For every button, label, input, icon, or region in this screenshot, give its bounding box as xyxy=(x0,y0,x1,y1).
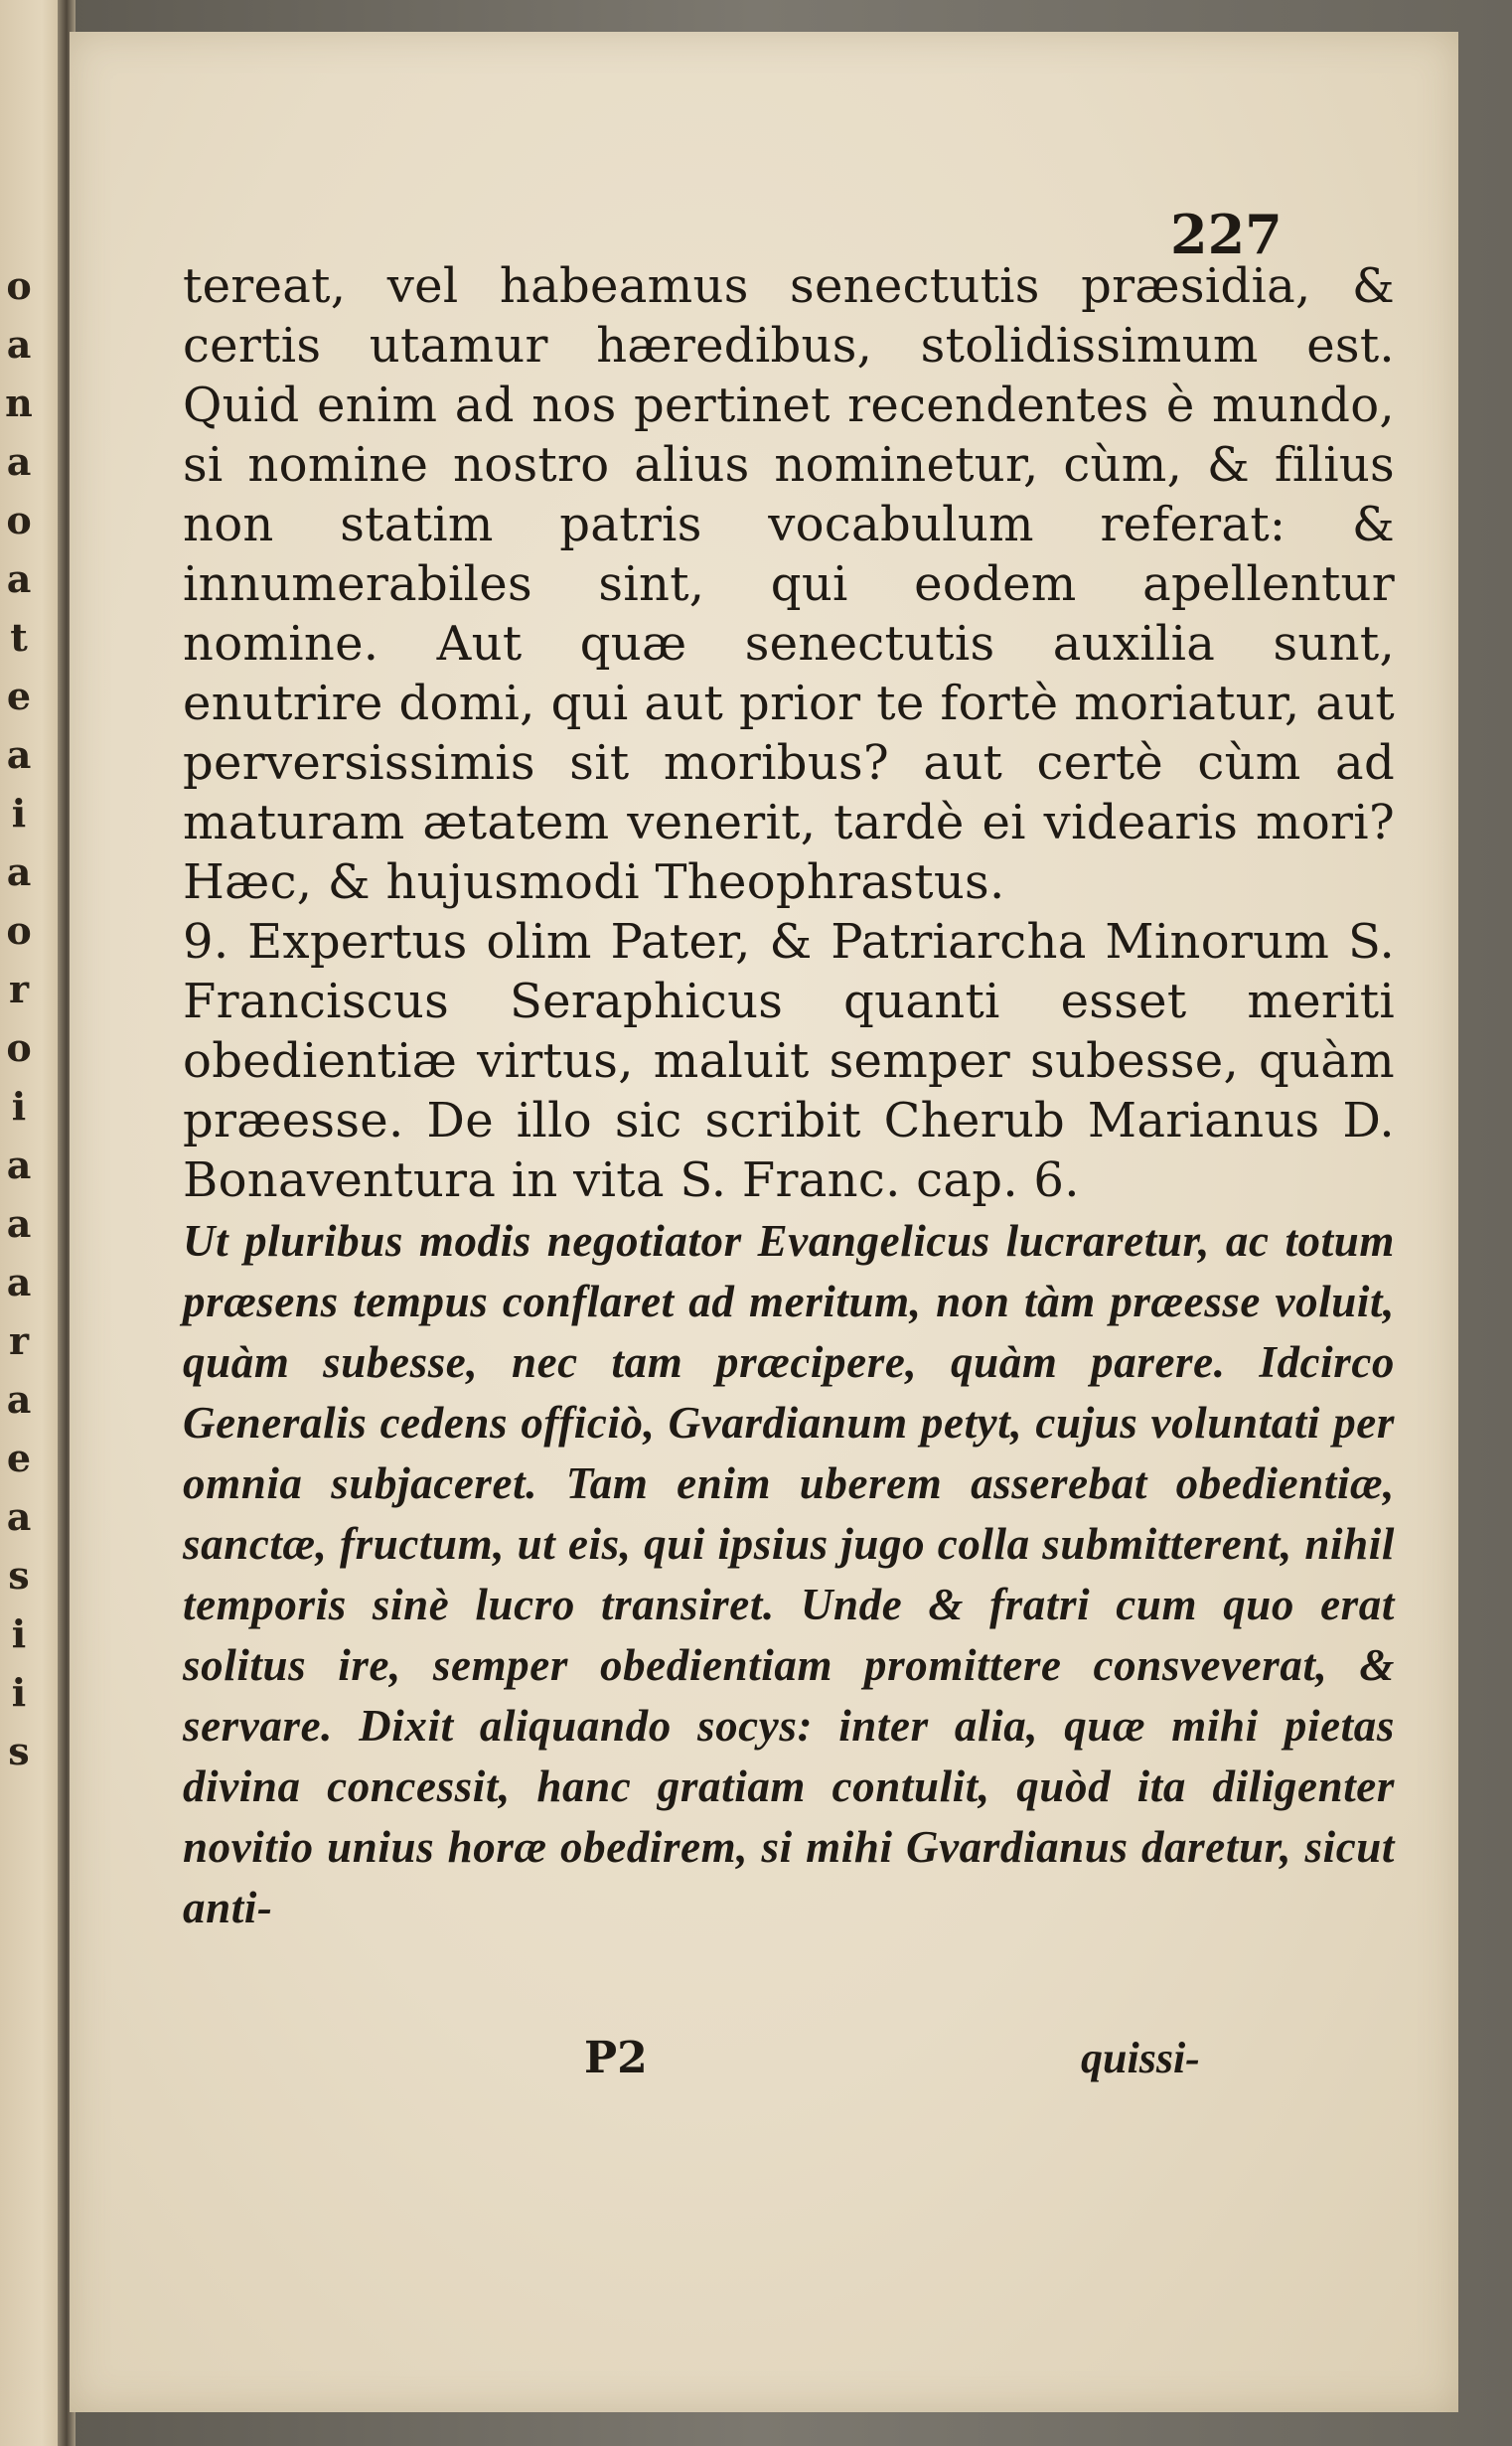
facing-page-letter: o xyxy=(6,908,32,953)
facing-page-letter: i xyxy=(11,1084,27,1129)
facing-page-letter: a xyxy=(6,732,32,777)
facing-page-letter: a xyxy=(6,1494,32,1539)
facing-page-letter: a xyxy=(6,439,32,484)
facing-page-letter: n xyxy=(5,381,33,425)
page-footer xyxy=(70,2033,1458,2102)
facing-page-letter: s xyxy=(8,1729,30,1773)
facing-page-letter: a xyxy=(6,1377,32,1422)
facing-page-letter-column xyxy=(4,256,34,1780)
facing-page-letter: e xyxy=(6,674,32,718)
facing-page-letter: o xyxy=(6,1025,32,1070)
facing-page-letter: i xyxy=(11,1670,27,1715)
facing-page-letter: a xyxy=(6,849,32,894)
page-body-text xyxy=(183,256,1395,1937)
facing-page-letter: o xyxy=(6,263,32,308)
page-number: 227 xyxy=(1170,203,1283,266)
facing-page-letter: a xyxy=(6,1201,32,1246)
facing-page-letter: a xyxy=(6,556,32,601)
latin-prose-text: tereat, vel habeamus senectutis præsidia, & certis utamur hæredibus, stolidissimum est. Quid enim ad nos pertinet recendentes è mundo, si nomine nostro alius nominetur, cùm, & filius non statim patris vocabulum referat: & innumerabiles sint, qui eodem apellentur nomine. Aut quæ senectutis auxilia sunt, enutrire domi, qui aut prior te fortè moriatur, aut perversissimis sit moribus? aut certè cùm ad maturam ætatem venerit, tardè ei videaris mori? Hæc, & hujusmodi Theophrastus. 9. Expertus olim Pater, & Patriarcha Minorum S. Franciscus Seraphicus quanti esset meriti obedientiæ virtus, maluit semper subesse, quàm præesse. De illo sic scribit Cherub Marianus D. Bonaventura in vita S. Franc. cap. 6. xyxy=(183,258,1395,1208)
facing-page-letter: t xyxy=(10,615,28,660)
facing-page-letter: o xyxy=(6,498,32,542)
facing-page-letter: r xyxy=(8,967,30,1011)
book-page xyxy=(70,32,1458,2412)
facing-page-letter: a xyxy=(6,322,32,367)
facing-page-letter: s xyxy=(8,1553,30,1598)
facing-page-letter: a xyxy=(6,1260,32,1304)
signature-mark: P2 xyxy=(584,2033,648,2083)
facing-page-letter: e xyxy=(6,1436,32,1480)
facing-page-letter: i xyxy=(11,791,27,836)
facing-page-letter: a xyxy=(6,1143,32,1187)
catchword: quissi- xyxy=(1081,2034,1200,2082)
facing-page-letter: r xyxy=(8,1318,30,1363)
facing-page-letter: i xyxy=(11,1611,27,1656)
bonaventura-quotation: Ut pluribus modis negotiator Evangelicus lucraretur, ac totum præsens tempus conflaret ad meritum, non tàm præesse voluit, quàm subesse, nec tam præcipere, quàm parere. Idcirco Generalis cedens officiò, Gvardianum petyt, cujus voluntati per omnia subjaceret. Tam enim uberem asserebat obedientiæ, sanctæ, fructum, ut eis, qui ipsius jugo colla submitterent, nihil temporis sinè lucro transiret. Unde & fratri cum quo erat solitus ire, semper obedientiam promittere consveverat, & servare. Dixit aliquando socys: inter alia, quæ mihi pietas divina concessit, hanc gratiam contulit, quòd ita diligenter novitio unius horæ obedirem, si mihi Gvardianus daretur, sicut anti- xyxy=(183,1216,1395,1932)
